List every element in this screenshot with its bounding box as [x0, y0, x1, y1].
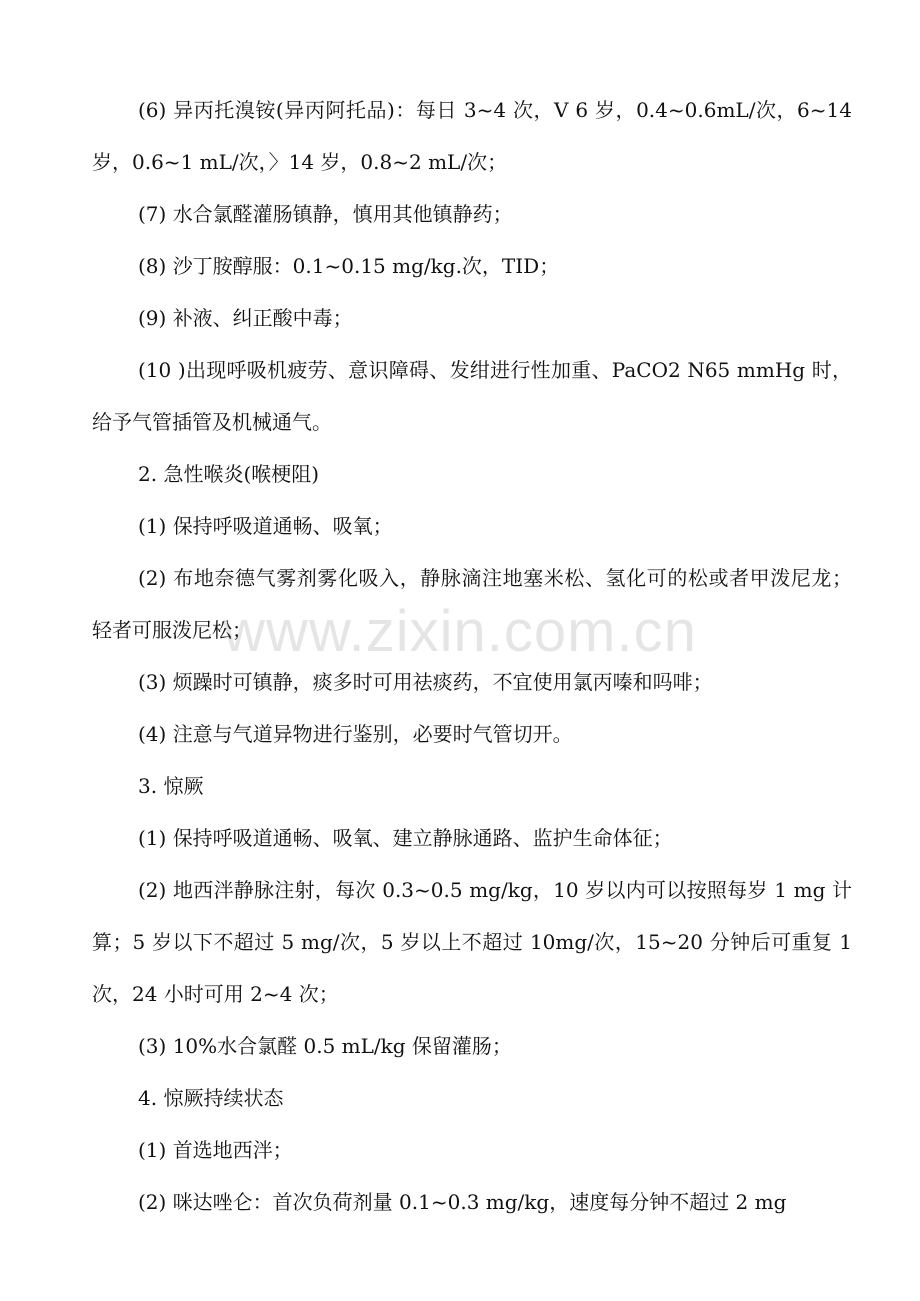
paragraph-convulsion-2: (2) 地西泮静脉注射，每次 0.3~0.5 mg/kg，10 岁以内可以按照每岁 1 mg 计算；5 岁以下不超过 5 mg/次，5 岁以上不超过 10mg/次，15~20 分钟后可重复 1 次，24 小时可用 2~4 次；: [92, 878, 852, 1006]
paragraph-laryngitis-2: (2) 布地奈德气雾剂雾化吸入，静脉滴注地塞米松、氢化可的松或者甲泼尼龙；轻者可服泼尼松；: [92, 566, 852, 642]
paragraph-9-fluids: (9) 补液、纠正酸中毒；: [138, 306, 353, 330]
paragraph-laryngitis-4: (4) 注意与气道异物进行鉴别，必要时气管切开。: [138, 722, 573, 746]
watermark: www.zixin.com.cn: [223, 599, 697, 664]
paragraph-7-chloral-hydrate: (7) 水合氯醛灌肠镇静，慎用其他镇静药；: [138, 202, 513, 226]
paragraph-status-1: (1) 首选地西泮；: [138, 1138, 293, 1162]
paragraph-convulsion-1: (1) 保持呼吸道通畅、吸氧、建立静脉通路、监护生命体征；: [138, 826, 673, 850]
section-heading-acute-laryngitis: 2. 急性喉炎(喉梗阻): [138, 462, 320, 486]
paragraph-10-intubation: (10 )出现呼吸机疲劳、意识障碍、发绀进行性加重、PaCO2 N65 mmHg 时，给予气管插管及机械通气。: [92, 358, 852, 434]
paragraph-laryngitis-3: (3) 烦躁时可镇静，痰多时可用祛痰药，不宜使用氯丙嗪和吗啡；: [138, 670, 713, 694]
paragraph-status-2: (2) 咪达唑仑：首次负荷剂量 0.1~0.3 mg/kg，速度每分钟不超过 2 mg: [138, 1190, 787, 1214]
section-heading-status-epilepticus: 4. 惊厥持续状态: [138, 1086, 284, 1110]
paragraph-laryngitis-1: (1) 保持呼吸道通畅、吸氧；: [138, 514, 393, 538]
section-heading-convulsion: 3. 惊厥: [138, 774, 204, 798]
paragraph-convulsion-3: (3) 10%水合氯醛 0.5 mL/kg 保留灌肠；: [138, 1034, 512, 1058]
paragraph-8-salbutamol: (8) 沙丁胺醇服：0.1~0.15 mg/kg.次，TID；: [138, 254, 560, 278]
paragraph-6-ipratropium: (6) 异丙托溴铵(异丙阿托品)：每日 3~4 次，V 6 岁，0.4~0.6mL/次，6~14 岁，0.6~1 mL/次，〉14 岁，0.8~2 mL/次；: [92, 98, 852, 174]
